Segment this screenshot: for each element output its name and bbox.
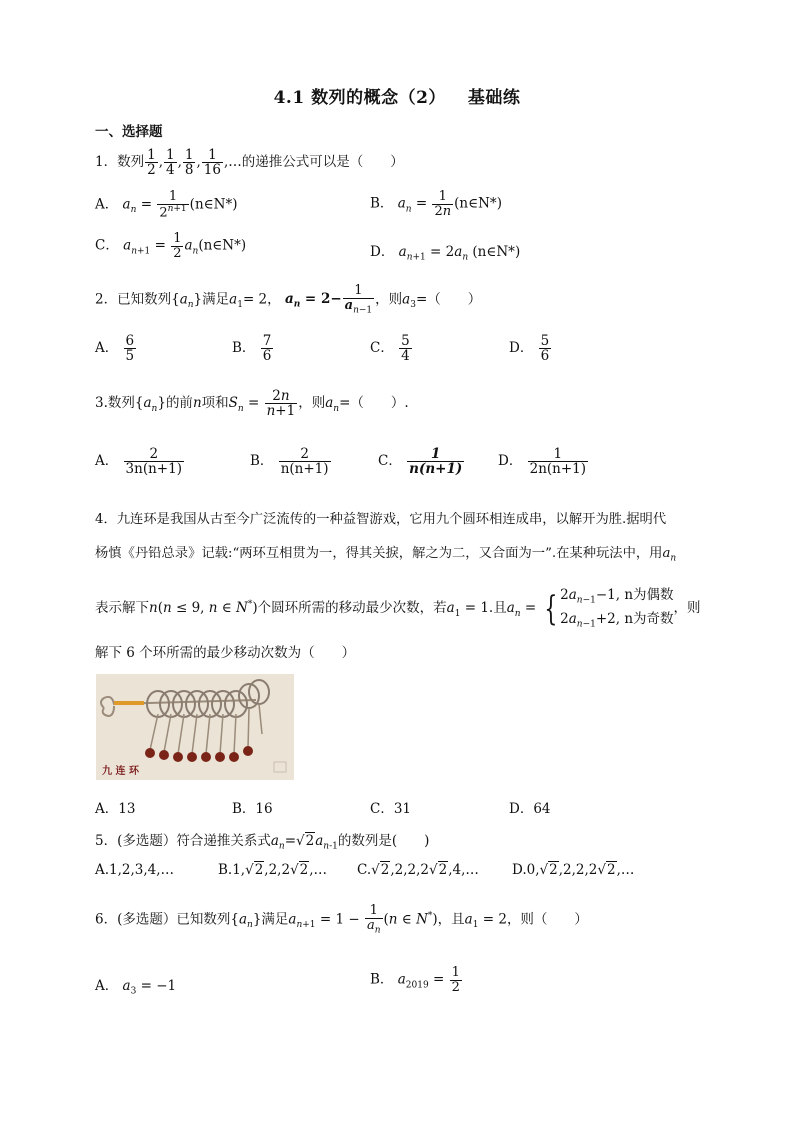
question-1-option-c[interactable]: C． $a_{n+1}$ = $\frac{1}{2}$ $a_n(n\in N*)$ — [95, 231, 247, 261]
question-4-option-a[interactable]: A．13 — [95, 801, 136, 817]
title-sub: 基础练 — [467, 88, 521, 108]
question-5-option-a[interactable]: A.1,2,3,4,… — [95, 862, 175, 878]
question-5-option-c[interactable]: C.√2,2,2,2√2,4,… — [357, 862, 479, 878]
question-4-line-4: 解下 6 个环所需的最少移动次数为（ ） — [95, 645, 356, 661]
question-6-option-a[interactable]: A． $a_3 = -1$ — [95, 978, 177, 997]
question-6-stem: 6．(多选题）已知数列$\{a_n\}$满足$a_{n+1} = 1$ − $\frac{1}{a_n}$ (n ∈ N*)，且$a_1 = 2$，则（ ） — [95, 903, 588, 936]
question-1-option-d[interactable]: D． $a_{n+1} = 2a_n$ (n∈N*) — [370, 244, 521, 263]
question-5-option-b[interactable]: B.1,√2,2,2√2,… — [218, 862, 328, 878]
question-4-option-d[interactable]: D．64 — [509, 801, 551, 817]
question-3-option-d[interactable]: D． $\frac{1}{2n(n+1)}$ — [498, 446, 587, 478]
question-2-option-a[interactable]: A． $\frac{6}{5}$ — [95, 333, 135, 365]
question-4-option-c[interactable]: C．31 — [370, 801, 412, 817]
question-3-option-b[interactable]: B． $\frac{2}{n(n+1)}$ — [250, 446, 329, 478]
question-2-option-d[interactable]: D． $\frac{5}{6}$ — [509, 333, 550, 365]
question-1-option-a[interactable]: A． $a_n$ = $\frac{1}{2^{n+1}}$ (n∈N*) — [95, 189, 238, 220]
question-1-stem: 1．数列 $\frac{1}{2}$ , $\frac{1}{4}$ , $\frac{1}{8}$ , $\frac{1}{16}$ ,…的递推公式可以是（ ） — [95, 147, 404, 179]
nine-rings-photo — [96, 674, 294, 780]
page-title — [0, 83, 794, 108]
question-3-stem: 3.数列$\{a_n\}$的前n项和$S_n$ = $\frac{2n}{n+1}$ ，则$a_n=$（ ）. — [95, 388, 409, 420]
question-2-option-c[interactable]: C． $\frac{5}{4}$ — [370, 333, 410, 365]
section-heading: 一、选择题 — [95, 124, 163, 140]
question-2-option-b[interactable]: B． $\frac{7}{6}$ — [232, 333, 272, 365]
title-main: 4.1 数列的概念（2） — [273, 88, 446, 108]
question-4-line-1: 4．九连环是我国从古至今广泛流传的一种益智游戏，它用九个圆环相连成串，以解开为胜.据明代 — [95, 512, 667, 527]
photo-caption: 九 连 环 — [102, 766, 139, 777]
question-3-option-c[interactable]: C． $\frac{1}{n(n+1)}$ — [378, 446, 463, 478]
question-1-option-b[interactable]: B． $a_n$ = $\frac{1}{2n}$ (n∈N*) — [370, 189, 502, 219]
question-6-option-b[interactable]: B． $a_{2019}$ = $\frac{1}{2}$ — [370, 965, 460, 995]
question-4-line-3: 表示解下n(n ≤ 9, n ∈ N*)个圆环所需的移动最少次数，若$a_1 = 1$.且$a_n$ = { $2a_{n-1}-1$, n为偶数 $2a_{n-1}+2$, n为奇数，则 — [95, 587, 701, 630]
question-3-option-a[interactable]: A． $\frac{2}{3n(n+1)}$ — [95, 446, 182, 478]
question-2-stem: 2．已知数列$\{a_n\}$满足$a_1= 2$， $a_n = 2-$ $\frac{1}{a_{n-1}}$ ，则$a_3=$（ ） — [95, 283, 482, 316]
question-4-option-b[interactable]: B．16 — [232, 801, 273, 817]
question-5-option-d[interactable]: D.0,√2,2,2,2√2,… — [512, 862, 635, 878]
question-5-stem: 5．(多选题）符合递推关系式$a_n=√2a_{n-1}$的数列是( ) — [95, 833, 430, 852]
question-4-line-2: 杨慎《丹铅总录》记载:“两环互相贯为一，得其关捩，解之为二，又合面为一”.在某种玩法中，用$a_n$ — [95, 546, 677, 564]
